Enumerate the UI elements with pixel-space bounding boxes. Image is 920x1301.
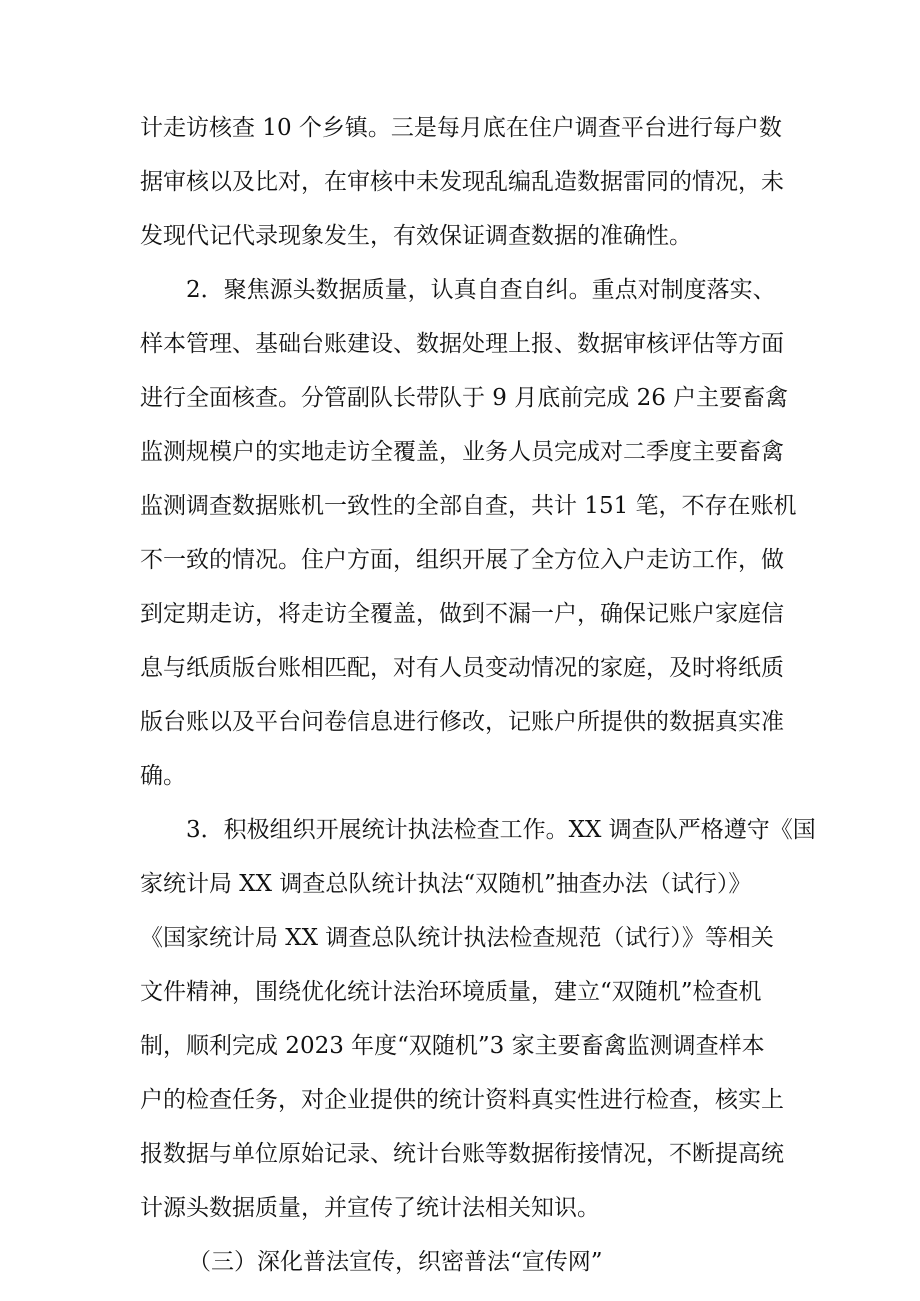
paragraph-line: 2．聚焦源头数据质量，认真自查自纠。重点对制度落实、 bbox=[186, 277, 776, 303]
paragraph-line: 样本管理、基础台账建设、数据处理上报、数据审核评估等方面 bbox=[140, 331, 784, 357]
paragraph-line: 计走访核查 10 个乡镇。三是每月底在住户调查平台进行每户数 bbox=[140, 115, 782, 141]
paragraph-line: 《国家统计局 XX 调查总队统计执法检查规范（试行）》等相关 bbox=[140, 925, 774, 951]
paragraph-line: 到定期走访，将走访全覆盖，做到不漏一户，确保记账户家庭信 bbox=[140, 601, 784, 627]
paragraph-line: 报数据与单位原始记录、统计台账等数据衔接情况，不断提高统 bbox=[140, 1141, 784, 1167]
paragraph-line: 发现代记代录现象发生，有效保证调查数据的准确性。 bbox=[140, 223, 692, 249]
paragraph-line: 文件精神，围绕优化统计法治环境质量，建立“双随机”检查机 bbox=[140, 979, 762, 1005]
paragraph-line: 3．积极组织开展统计执法检查工作。XX 调查队严格遵守《国 bbox=[186, 817, 816, 843]
section-heading: （三）深化普法宣传，织密普法“宣传网” bbox=[188, 1249, 603, 1275]
paragraph-line: 不一致的情况。住户方面，组织开展了全方位入户走访工作，做 bbox=[140, 547, 784, 573]
paragraph-line: 制，顺利完成 2023 年度“双随机”3 家主要畜禽监测调查样本 bbox=[140, 1033, 765, 1059]
paragraph-line: 家统计局 XX 调查总队统计执法“双随机”抽查办法（试行）》 bbox=[140, 871, 752, 897]
paragraph-line: 确。 bbox=[140, 763, 186, 789]
paragraph-line: 息与纸质版台账相匹配，对有人员变动情况的家庭，及时将纸质 bbox=[140, 655, 784, 681]
paragraph-line: 版台账以及平台问卷信息进行修改，记账户所提供的数据真实准 bbox=[140, 709, 784, 735]
paragraph-line: 计源头数据质量，并宣传了统计法相关知识。 bbox=[140, 1195, 600, 1221]
paragraph-line: 进行全面核查。分管副队长带队于 9 月底前完成 26 户主要畜禽 bbox=[140, 385, 789, 411]
paragraph-line: 监测调查数据账机一致性的全部自查，共计 151 笔，不存在账机 bbox=[140, 493, 797, 519]
paragraph-line: 户的检查任务，对企业提供的统计资料真实性进行检查，核实上 bbox=[140, 1087, 784, 1113]
paragraph-line: 监测规模户的实地走访全覆盖，业务人员完成对二季度主要畜禽 bbox=[140, 439, 784, 465]
paragraph-line: 据审核以及比对，在审核中未发现乱编乱造数据雷同的情况，未 bbox=[140, 169, 784, 195]
